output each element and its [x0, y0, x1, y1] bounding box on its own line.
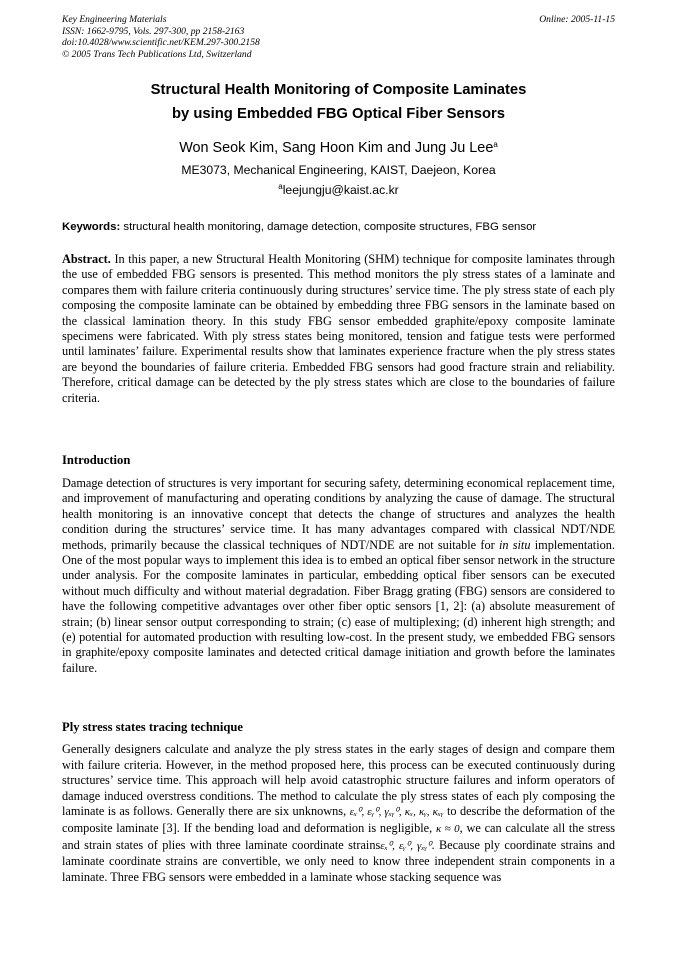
- introduction-body: [62, 476, 615, 676]
- ply-section-body: [62, 742, 615, 885]
- journal-copyright: © 2005 Trans Tech Publications Ltd, Switzerland: [62, 48, 252, 60]
- paper-title-line-1: Structural Health Monitoring of Composite Laminates: [150, 82, 527, 98]
- online-date: Online: 2005-11-15: [539, 14, 615, 25]
- ply-text-c: , we can calculate all the stress and strain states of plies with three laminate coordinate strains: [62, 820, 615, 852]
- ply-section-heading: Ply stress states tracing technique: [62, 720, 243, 734]
- kappa-condition: κ ≈ 0: [435, 822, 460, 835]
- strains-equation: εₓ⁰, εᵧ⁰, γₓᵧ⁰: [380, 839, 432, 852]
- introduction-italic: in situ: [498, 537, 531, 552]
- journal-doi: doi:10.4028/www.scientific.net/KEM.297-300.2158: [62, 37, 260, 49]
- ply-text-a: Generally designers calculate and analyze the ply stress states in the early stages of design and compare them with failure criteria. However, in the method proposed here, this process can be executed continuously during structures’ service time. This approach will help avoid catastrophic structure failures and inform operators of damage induced overstress conditions. The method to calculate the ply stress states of each ply composing the laminate is as follows. Generally there are six unknowns,: [62, 742, 615, 819]
- paper-title: [62, 78, 615, 126]
- keywords-label: Keywords:: [62, 221, 121, 233]
- paper-title-line-2: by using Embedded FBG Optical Fiber Sensors: [172, 106, 505, 122]
- author-list: [62, 138, 615, 158]
- introduction-heading: Introduction: [62, 453, 131, 467]
- ply-text-b: to describe the deformation of the composite laminate [3]. If the bending load and deformation is negligible,: [62, 804, 615, 835]
- author-email: [62, 181, 615, 199]
- unknowns-equation: εₓ⁰, εᵧ⁰, γₓᵧ⁰, κₓ, κᵧ, κₓᵧ: [349, 806, 444, 819]
- keywords-text: structural health monitoring, damage detection, composite structures, FBG sensor: [123, 221, 537, 233]
- journal-header: [62, 14, 615, 60]
- journal-issn: ISSN: 1662-9795, Vols. 297-300, pp 2158-2163: [62, 25, 245, 37]
- affiliation: ME3073, Mechanical Engineering, KAIST, Daejeon, Korea: [181, 163, 496, 177]
- ply-text-d: . Because ply coordinate strains and laminate coordinate strains are convertible, we only need to know three independent strain components in a laminate. Three FBG sensors were embedded in a laminate whose stacking sequence was: [62, 837, 615, 884]
- abstract: [62, 252, 615, 406]
- email-affil-marker: a: [278, 182, 283, 191]
- introduction-text-a: Damage detection of structures is very important for securing safety, determining economical replacement time, and improvement of manufacturing and operating conditions by analyzing the cause of damage. The structural health monitoring is an innovative concept that detects the change of structures and analyzes the health condition during the structures’ service time. It has many advantages compared with classical NDT/NDE methods, primarily because the classical techniques of NDT/NDE are not suitable for: [62, 476, 615, 552]
- author-affil-marker: a: [493, 140, 498, 149]
- abstract-text: In this paper, a new Structural Health Monitoring (SHM) technique for composite laminates through the use of embedded FBG sensors is presented. This method monitors the ply stress states of a laminate and compares them with failure criteria continuously during structures’ service time. The ply stress state of each ply composing the composite laminate can be obtained by embedding three FBG sensors in the laminate based on the classical lamination theory. In this study FBG sensor embedded graphite/epoxy composite laminate specimens were fabricated. With ply stress states being monitored, tension and fatigue tests were performed until laminates’ failure. Experimental results show that laminates experience fracture when the ply stress states are beyond the boundaries of failure criteria. Embedded FBG sensors had good fracture strain and reliability. Therefore, critical damage can be detected by the ply stress states which are close to the boundaries of failure criteria.: [62, 252, 615, 405]
- abstract-label: Abstract.: [62, 252, 111, 266]
- journal-name: Key Engineering Materials: [62, 14, 167, 25]
- email-address: leejungju@kaist.ac.kr: [282, 183, 399, 197]
- author-names: Won Seok Kim, Sang Hoon Kim and Jung Ju Lee: [179, 140, 494, 156]
- introduction-text-b: implementation. One of the most popular ways to implement this idea is to embed an optical fiber sensor network in the structure under analysis. For the composite laminates in particular, embedding optical fiber sensors can be executed without much difficulty and without material degradation. Fiber Bragg grating (FBG) sensors are considered to have the following competitive advantages over other fiber optic sensors [1, 2]: (a) absolute measurement of strain; (b) linear sensor output corresponding to strain; (c) ease of multiplexing; (d) inherent high strength; and (e) potential for automated production with resulting low-cost. In the present study, we embedded FBG sensors in graphite/epoxy composite laminates and detected critical damage initiation and growth before the laminates failure.: [62, 537, 615, 675]
- keywords: [62, 219, 615, 235]
